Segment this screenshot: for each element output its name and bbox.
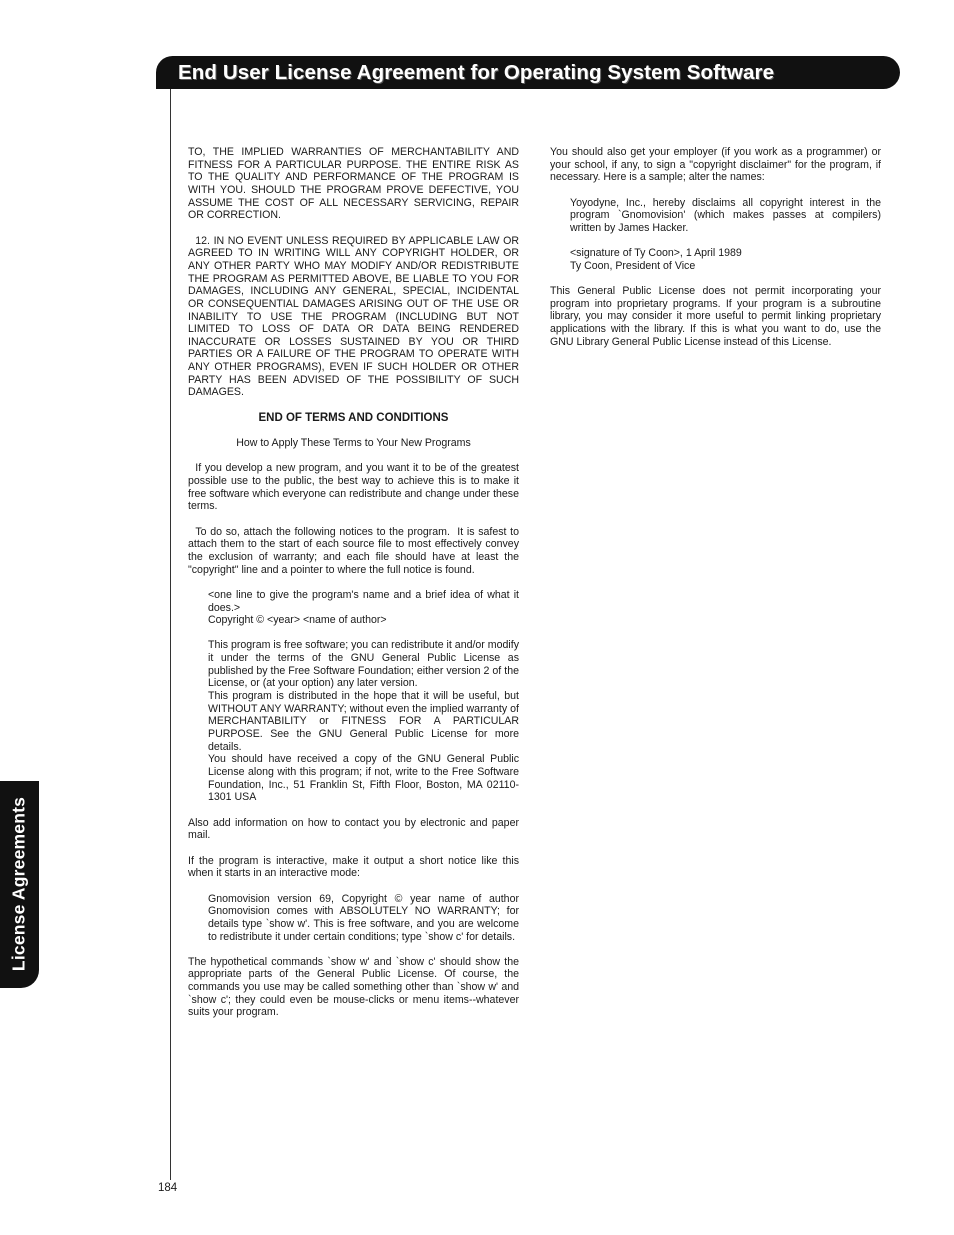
- page-number: 184: [158, 1182, 178, 1194]
- proprietary-paragraph: This General Public License does not permit incorporating your program into proprietary programs. If your program is a subroutine library, you may consider it more useful to permit linking proprietary applications with the library. If this is what you want to do, use the GNU Library General Public License instead of this License.: [550, 285, 881, 348]
- develop-paragraph: If you develop a new program, and you want it to be of the greatest possible use to the public, the best way to achieve this is to make it free software which everyone can redistribute and change under these terms.: [188, 462, 522, 513]
- page-title: End User License Agreement for Operating System Software: [178, 60, 775, 84]
- side-tab-label: License Agreements: [8, 796, 29, 972]
- notice-warranty-paragraph: This program is distributed in the hope that it will be useful, but WITHOUT ANY WARRANTY; without even the implied warranty of MERCHANTABILITY or FITNESS FOR A PARTICULAR PURPOSE. See the GNU General Public License for more details.: [208, 690, 519, 753]
- liability-paragraph: 12. IN NO EVENT UNLESS REQUIRED BY APPLICABLE LAW OR AGREED TO IN WRITING WILL ANY COPYRIGHT HOLDER, OR ANY OTHER PARTY WHO MAY MODIFY AND/OR REDISTRIBUTE THE PROGRAM AS PERMITTED ABOVE, BE LIABLE TO YOU FOR DAMAGES, INCLUDING ANY GENERAL, SPECIAL, INCIDENTAL OR CONSEQUENTIAL DAMAGES ARISING OUT OF THE USE OR INABILITY TO USE THE PROGRAM (INCLUDING BUT NOT LIMITED TO LOSS OF DATA OR DATA BEING RENDERED INACCURATE OR LOSSES SUSTAINED BY YOU OR THIRD PARTIES OR A FAILURE OF THE PROGRAM TO OPERATE WITH ANY OTHER PROGRAMS), EVEN IF SUCH HOLDER OR OTHER PARTY HAS BEEN ADVISED OF THE POSSIBILITY OF SUCH DAMAGES.: [188, 234, 522, 399]
- employer-paragraph: You should also get your employer (if you work as a programmer) or your school, if any, to sign a "copyright disclaimer" for the program, if necessary. Here is a sample; alter the names:: [550, 146, 881, 184]
- notice-free-software-paragraph: This program is free software; you can redistribute it and/or modify it under the terms of the GNU General Public License as published by the Free Software Foundation; either version 2 of the License, or (at your option) any later version.: [208, 639, 519, 690]
- right-column: [550, 146, 881, 361]
- disclaimer-sample-paragraph: Yoyodyne, Inc., hereby disclaims all copyright interest in the program `Gnomovision' (which makes passes at compilers) written by James Hacker.: [570, 196, 881, 234]
- signer-line: Ty Coon, President of Vice: [570, 259, 696, 272]
- interactive-paragraph: If the program is interactive, make it output a short notice like this when it starts in an interactive mode:: [188, 854, 519, 880]
- notice-line-copyright: Copyright © <year> <name of author>: [208, 614, 387, 627]
- column-divider-line: [170, 89, 171, 1180]
- header-bar: [156, 56, 900, 89]
- interactive-notice-paragraph: Gnomovision version 69, Copyright © year name of author Gnomovision comes with ABSOLUTELY NO WARRANTY; for details type `show w'. This is free software, and you are welcome to redistribute it under certain conditions; type `show c' for details.: [208, 892, 519, 943]
- how-to-apply-heading: How to Apply These Terms to Your New Programs: [236, 437, 471, 450]
- attach-notices-paragraph: To do so, attach the following notices to the program. It is safest to attach them to the start of each source file to most effectively convey the exclusion of warranty; and each file should have at least the "copyright" line and a pointer to where the full notice is found.: [188, 525, 522, 576]
- end-of-terms-heading: END OF TERMS AND CONDITIONS: [258, 411, 449, 424]
- signature-line: <signature of Ty Coon>, 1 April 1989: [570, 247, 742, 260]
- hypothetical-commands-paragraph: The hypothetical commands `show w' and `show c' should show the appropriate parts of the General Public License. Of course, the commands you use may be called something other than `show w' and `show c'; they could even be mouse-clicks or menu items--whatever suits your program.: [188, 955, 519, 1019]
- notice-copy-paragraph: You should have received a copy of the GNU General Public License along with this program; if not, write to the Free Software Foundation, Inc., 51 Franklin St, Fifth Floor, Boston, MA 02110-1301 USA: [208, 753, 519, 804]
- side-tab: [0, 781, 39, 988]
- notice-line-program-name: <one line to give the program's name and a brief idea of what it does.>: [208, 588, 519, 614]
- left-column: [188, 146, 522, 1032]
- contact-paragraph: Also add information on how to contact you by electronic and paper mail.: [188, 816, 519, 842]
- warranty-paragraph: TO, THE IMPLIED WARRANTIES OF MERCHANTABILITY AND FITNESS FOR A PARTICULAR PURPOSE. THE ENTIRE RISK AS TO THE QUALITY AND PERFORMANCE OF THE PROGRAM IS WITH YOU. SHOULD THE PROGRAM PROVE DEFECTIVE, YOU ASSUME THE COST OF ALL NECESSARY SERVICING, REPAIR OR CORRECTION.: [188, 146, 519, 222]
